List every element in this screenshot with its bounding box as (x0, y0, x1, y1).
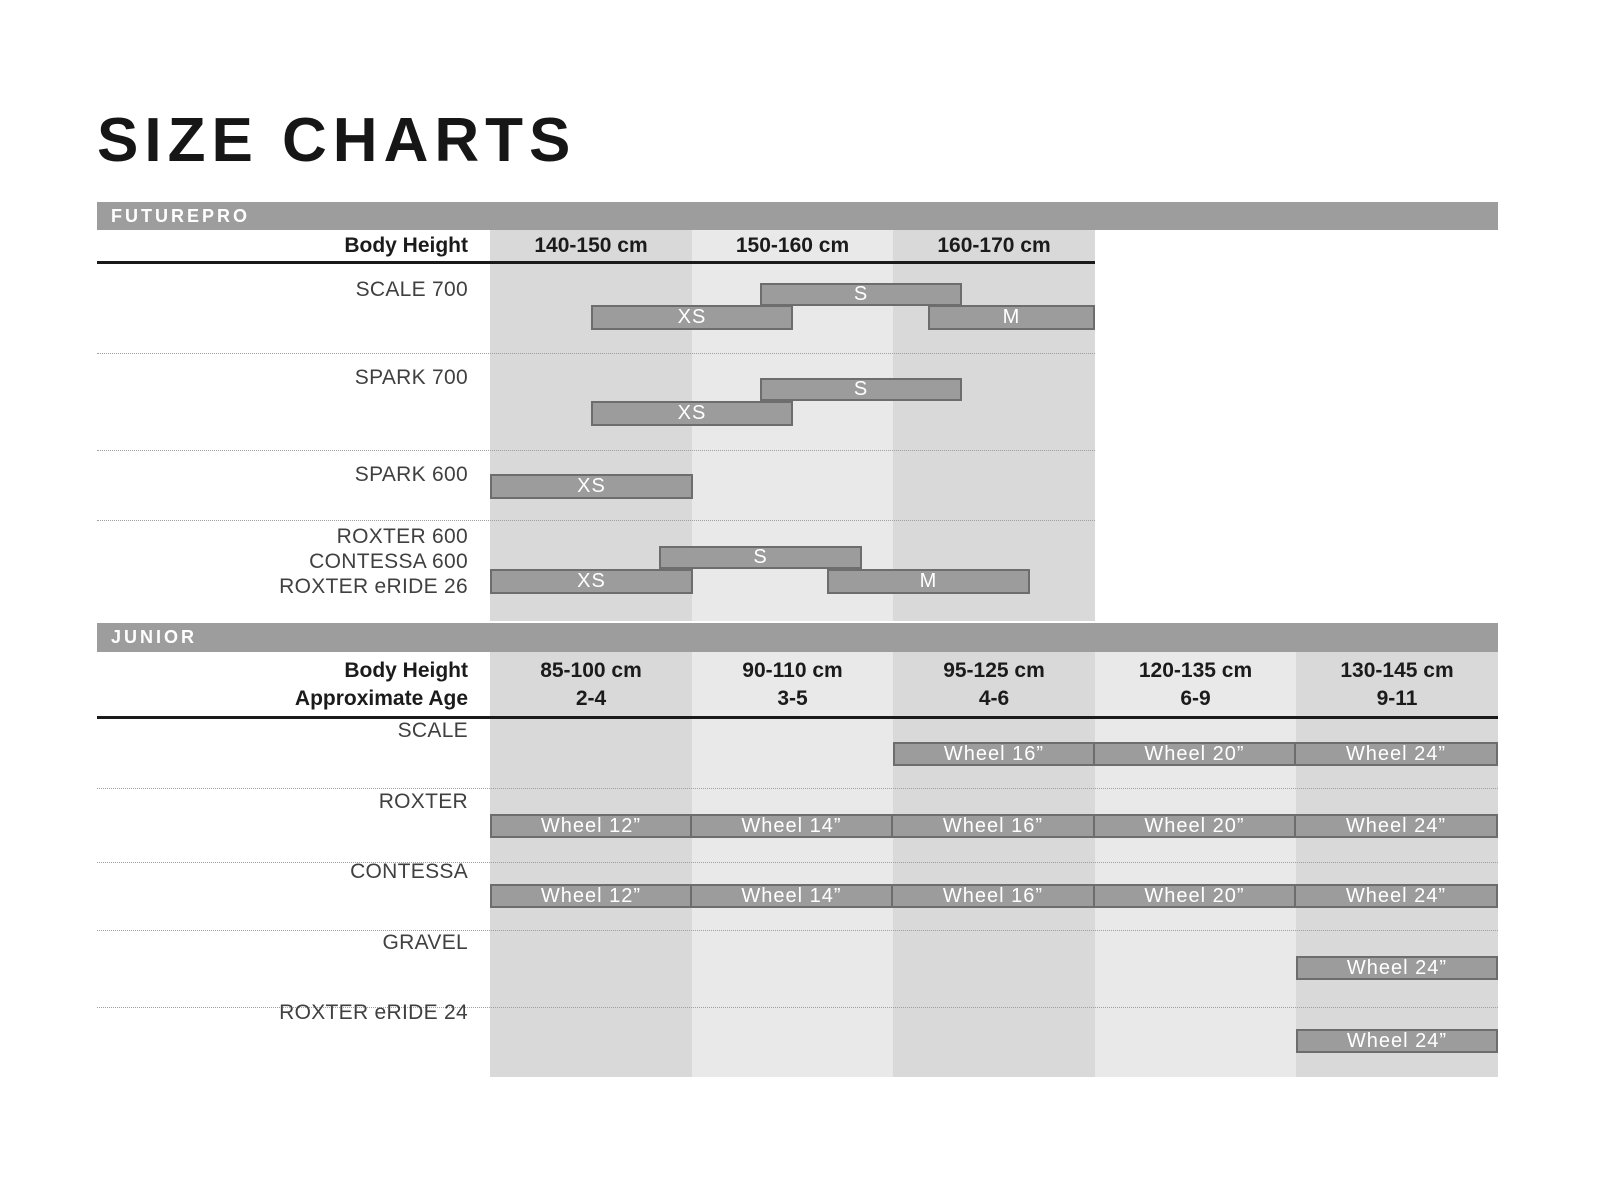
size-bar: S (659, 546, 862, 569)
size-bar: Wheel 16” (893, 742, 1095, 766)
size-bar: Wheel 24” (1296, 956, 1498, 980)
row-label: ROXTER 600 (336, 525, 468, 548)
size-bar: Wheel 20” (1093, 814, 1296, 838)
column-header: 90-110 cm (742, 659, 843, 682)
column-header: 9-11 (1376, 687, 1418, 710)
size-bar: Wheel 12” (490, 884, 692, 908)
row-divider (97, 520, 1095, 521)
size-bar: Wheel 24” (1294, 742, 1498, 766)
size-bar: Wheel 24” (1294, 884, 1498, 908)
size-bar: Wheel 16” (891, 884, 1095, 908)
size-bar: Wheel 24” (1296, 1029, 1498, 1053)
size-bar: XS (490, 569, 693, 594)
row-label: CONTESSA (350, 860, 468, 883)
row-label: SCALE (397, 719, 468, 742)
size-bar: Wheel 12” (490, 814, 692, 838)
row-label: SPARK 700 (354, 366, 468, 389)
column-header: 120-135 cm (1138, 659, 1253, 682)
size-bar: S (760, 378, 962, 401)
size-bar: Wheel 24” (1294, 814, 1498, 838)
row-label: ROXTER (378, 790, 468, 813)
column-header: 160-170 cm (937, 234, 1051, 257)
row-label: ROXTER eRIDE 26 (279, 575, 468, 598)
axis-label: Body Height (344, 234, 468, 257)
size-bar: Wheel 16” (891, 814, 1095, 838)
size-bar: Wheel 14” (690, 814, 893, 838)
row-label: SCALE 700 (355, 278, 468, 301)
column-header: 85-100 cm (540, 659, 642, 682)
size-bar: S (760, 283, 962, 306)
axis-label: Body Height (344, 659, 468, 682)
column-header: 3-5 (777, 687, 808, 710)
header-underline (97, 261, 1095, 264)
size-bar: Wheel 14” (690, 884, 893, 908)
size-bar: M (827, 569, 1030, 594)
column-header: 140-150 cm (534, 234, 648, 257)
column-header: 6-9 (1180, 687, 1211, 710)
row-label: ROXTER eRIDE 24 (279, 1001, 468, 1024)
size-bar: XS (490, 474, 693, 499)
column-header: 130-145 cm (1340, 659, 1454, 682)
section-header-junior: JUNIOR (97, 623, 1498, 652)
size-bar: Wheel 20” (1093, 884, 1296, 908)
row-divider (97, 450, 1095, 451)
size-bar: XS (591, 401, 793, 426)
section-header-futurepro: FUTUREPRO (97, 202, 1498, 230)
size-bar: XS (591, 305, 793, 330)
row-label: GRAVEL (382, 931, 468, 954)
page-title: SIZE CHARTS (97, 106, 577, 175)
axis-label: Approximate Age (294, 687, 468, 710)
row-label: SPARK 600 (354, 463, 468, 486)
column-header: 95-125 cm (943, 659, 1045, 682)
size-bar: M (928, 305, 1095, 330)
size-bar: Wheel 20” (1093, 742, 1296, 766)
column-header: 2-4 (575, 687, 607, 710)
column-header: 150-160 cm (735, 234, 850, 257)
row-label: CONTESSA 600 (309, 550, 468, 573)
row-divider (97, 353, 1095, 354)
column-header: 4-6 (978, 687, 1010, 710)
